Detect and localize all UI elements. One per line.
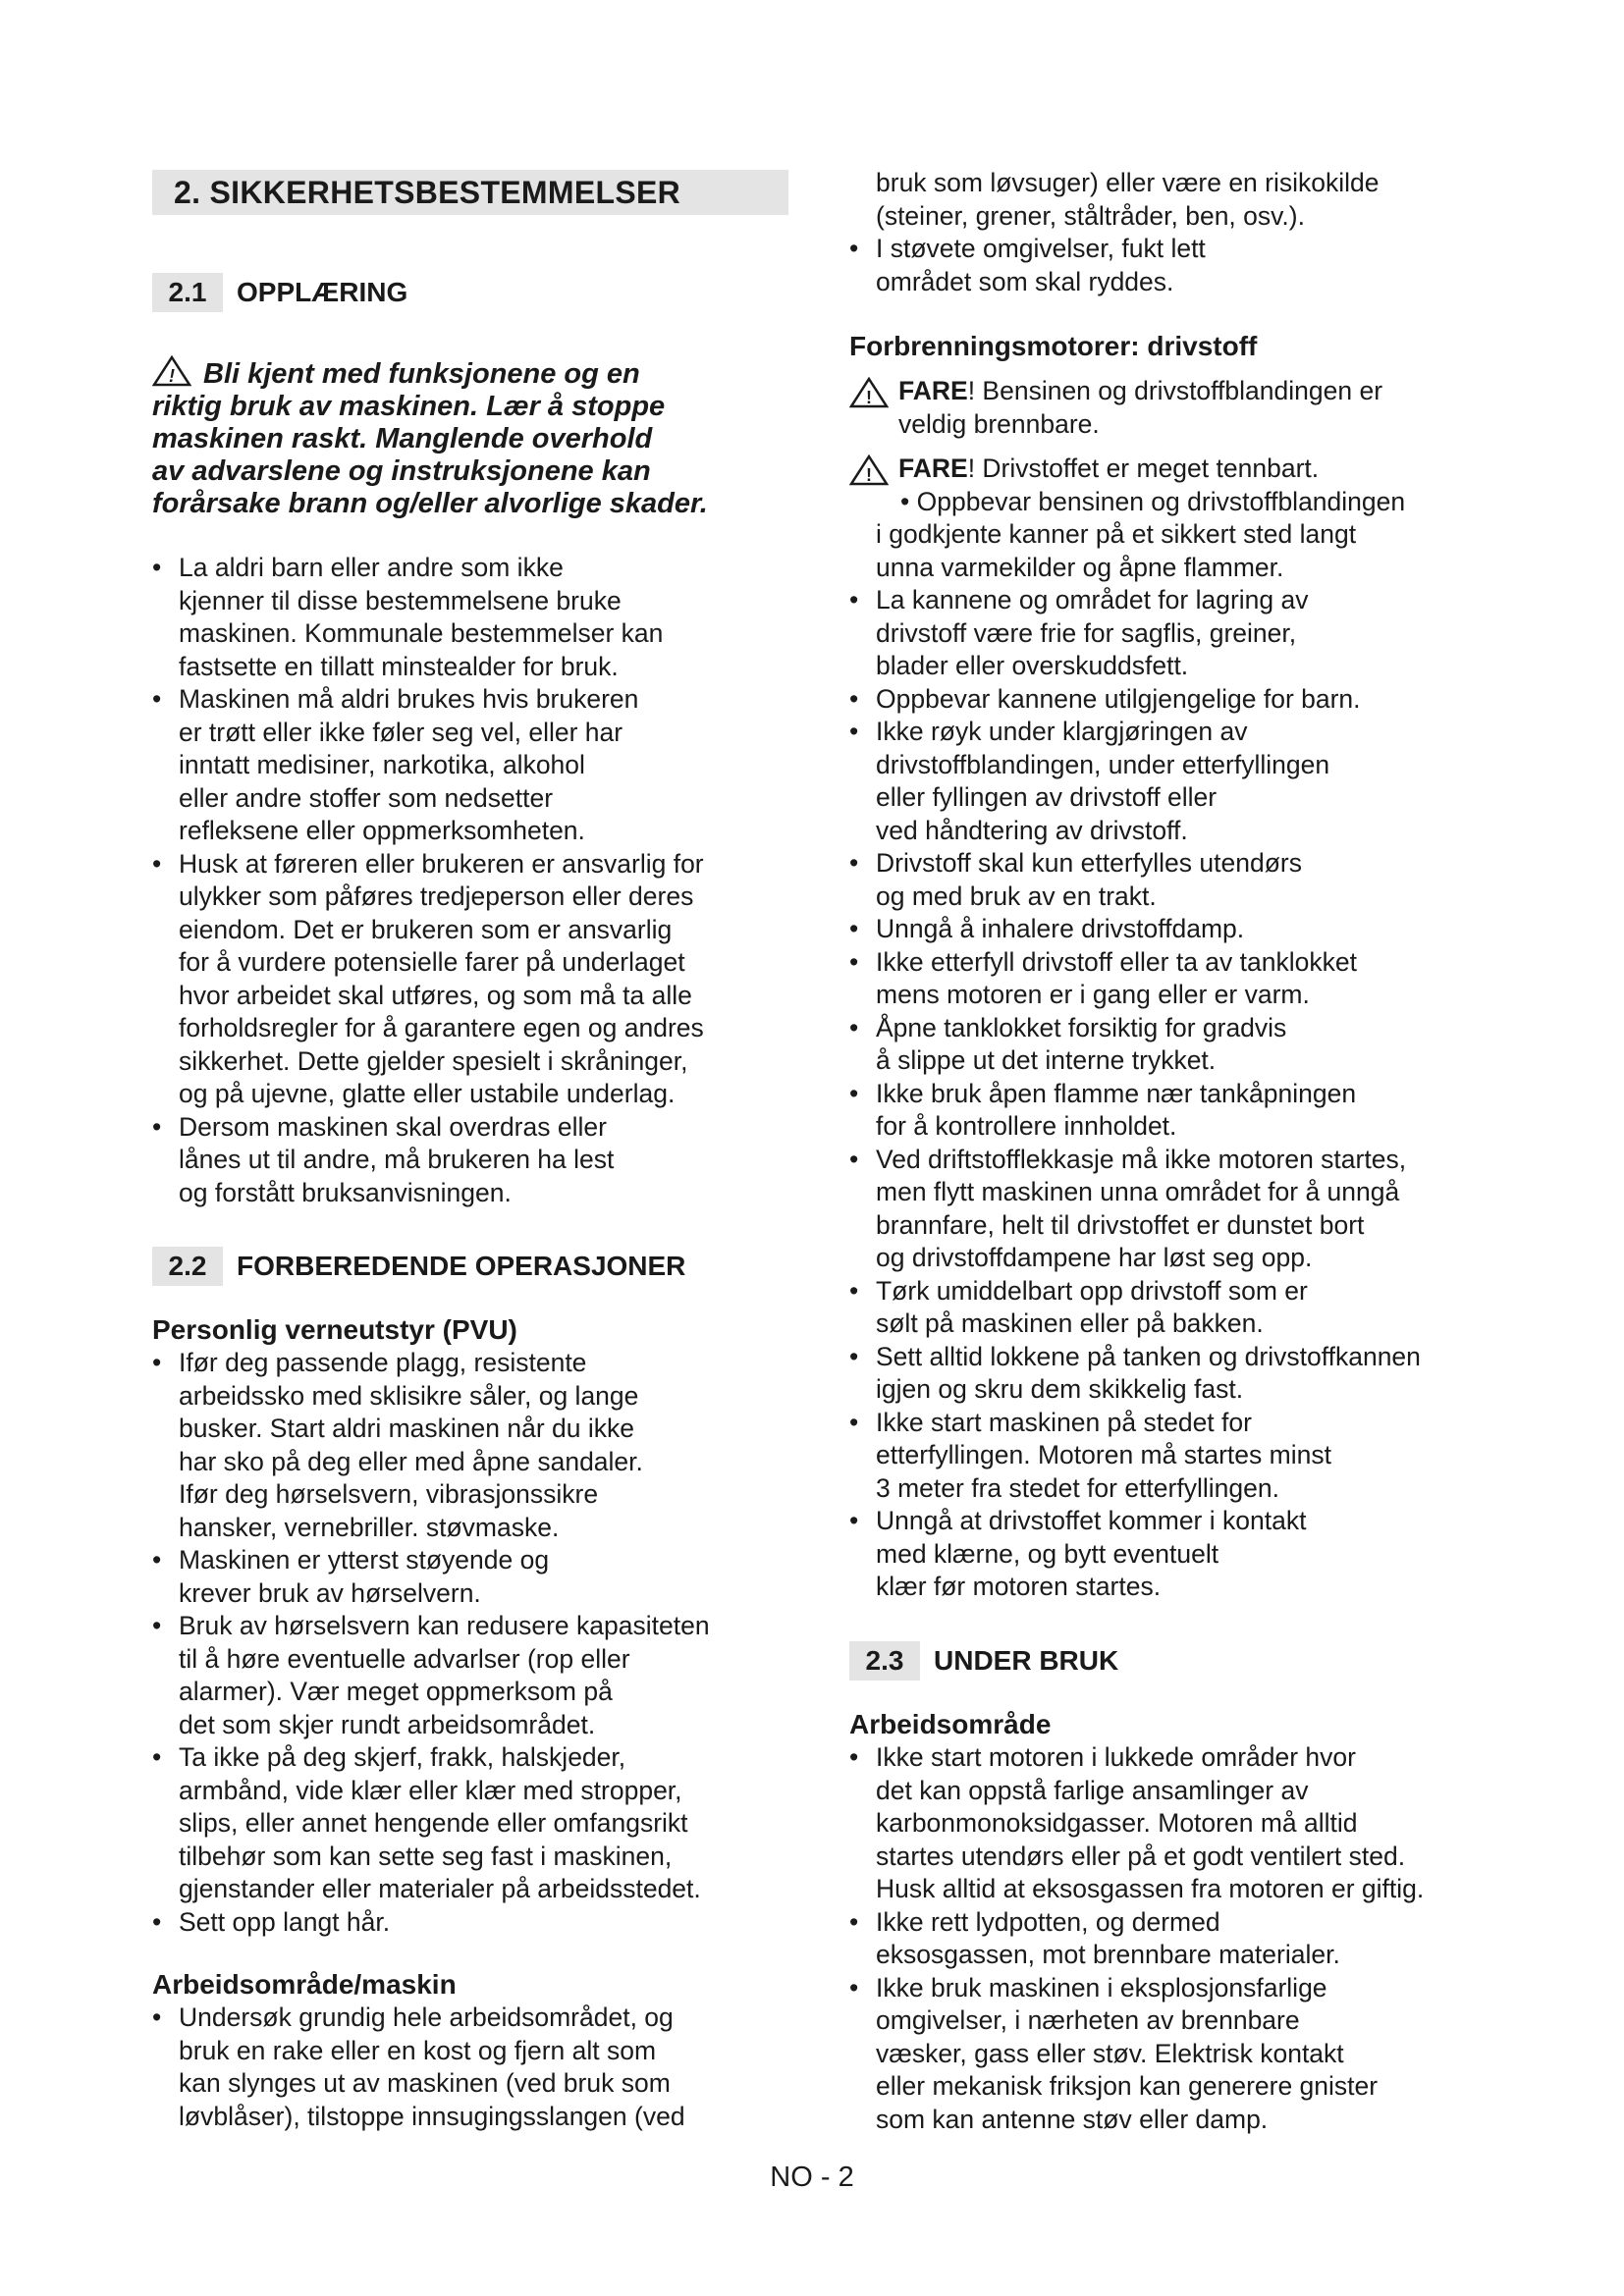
svg-text:!: ! [866, 465, 872, 485]
list-item: • Drivstoff skal kun etterfylles utendørs og med bruk av en trakt. [849, 847, 1497, 913]
section-title-text: SIKKERHETSBESTEMMELSER [209, 175, 681, 210]
list-item: • Maskinen er ytterst støyende og krever bruk av hørselvern. [152, 1544, 800, 1610]
list-item: • I støvete omgivelser, fukt lett området som skal ryddes. [849, 233, 1497, 298]
list-item: • Unngå at drivstoffet kommer i kontakt med klærne, og bytt eventuelt klær før motoren startes. [849, 1505, 1497, 1604]
svg-text:!: ! [866, 388, 872, 407]
s21-bullet-list [152, 552, 800, 1209]
list-item: • Husk at føreren eller brukeren er ansvarlig for ulykker som påføres tredjeperson eller deres eiendom. Det er brukeren som er ansvarlig for å vurdere potensielle farer på underlaget hvor arbeidet skal utføres, og som må ta alle forholdsregler for å garantere egen og andres sikkerhet. Dette gjelder spesielt i skråninger, og på ujevne, glatte eller ustabile underlag. [152, 848, 800, 1111]
warning-line: maskinen raskt. Manglende overhold [152, 423, 653, 454]
subsection-2-1-heading [152, 273, 407, 312]
list-item: • Ikke start maskinen på stedet for etterfyllingen. Motoren må startes minst 3 meter fra stedet for etterfyllingen. [849, 1407, 1497, 1506]
subsection-title: UNDER BRUK [934, 1645, 1119, 1676]
fare-warning-1: ! FARE! Bensinen og drivstoffblandingen er veldig brennbare. [849, 375, 1497, 441]
work-area-heading: Arbeidsområde [849, 1709, 1052, 1739]
under-use-block [849, 1708, 1497, 2136]
section-title [152, 170, 788, 215]
area-machine-block [152, 1968, 800, 2133]
list-item: • La aldri barn eller andre som ikke kjenner til disse bestemmelsene bruke maskinen. Kommunale bestemmelser kan fastsette en tillatt minstealder for bruk. [152, 552, 800, 683]
fare-warning-2: ! FARE! Drivstoffet er meget tennbart. • Oppbevar bensinen og drivstoffblandingen [849, 453, 1497, 518]
list-item: • Sett opp langt hår. [152, 1906, 800, 1940]
fuel-bullet-list [849, 584, 1497, 1604]
subsection-number: 2.1 [152, 273, 223, 312]
list-item: • Oppbevar kannene utilgjengelige for barn. [849, 683, 1497, 717]
list-item: • Ikke rett lydpotten, og dermed eksosgassen, mot brennbare materialer. [849, 1906, 1497, 1972]
pvu-block [152, 1313, 800, 1939]
list-item: • Bruk av hørselsvern kan redusere kapasiteten til å høre eventuelle advarlser (rop eller alarmer). Vær meget oppmerksom på det som skjer rundt arbeidsområdet. [152, 1610, 800, 1741]
list-item: • Tørk umiddelbart opp drivstoff som er sølt på maskinen eller på bakken. [849, 1275, 1497, 1341]
subsection-2-2-heading [152, 1247, 685, 1286]
list-item: • Åpne tanklokket forsiktig for gradvis å slippe ut det interne trykket. [849, 1012, 1497, 1078]
page-number: NO - 2 [770, 2162, 854, 2193]
list-item: • Ifør deg passende plagg, resistente arbeidssko med sklisikre såler, og lange busker. Start aldri maskinen når du ikke har sko på deg eller med åpne sandaler. Ifør deg hørselsvern, vibrasjonssikre hansker, vernebriller. støvmaske. [152, 1347, 800, 1544]
list-item: • Undersøk grundig hele arbeidsområdet, og bruk en rake eller en kost og fjern alt som kan slynges ut av maskinen (ved bruk som løvblåser), tilstoppe innsugingsslangen (ved [152, 2002, 800, 2133]
list-item: • Ikke start motoren i lukkede områder hvor det kan oppstå farlige ansamlinger av karbonmonoksidgasser. Motoren må alltid startes utendørs eller på et godt ventilert sted. Husk alltid at eksosgassen fra motoren er giftig. [849, 1741, 1497, 1906]
list-item: • Ikke etterfyll drivstoff eller ta av tanklokket mens motoren er i gang eller er varm. [849, 946, 1497, 1012]
warning-triangle-icon [849, 454, 889, 486]
warning-intro [152, 355, 781, 520]
list-item: • Unngå å inhalere drivstoffdamp. [849, 913, 1497, 946]
warning-line: riktig bruk av maskinen. Lær å stoppe [152, 391, 666, 422]
list-item: • Dersom maskinen skal overdras eller lånes ut til andre, må brukeren ha lest og forstått bruksanvisningen. [152, 1111, 800, 1210]
pvu-heading: Personlig verneutstyr (PVU) [152, 1314, 517, 1345]
subsection-2-3-heading [849, 1641, 1118, 1681]
list-item: • Ikke røyk under klargjøringen av drivstoffblandingen, under etterfyllingen eller fyllingen av drivstoff eller ved håndtering av drivstoff. [849, 716, 1497, 847]
list-item: • Ved driftstofflekkasje må ikke motoren startes, men flytt maskinen unna området for å unngå brannfare, helt til drivstoffet er dunstet bort og drivstoffdampene har løst seg opp. [849, 1144, 1497, 1275]
warning-line: Bli kjent med funksjonene og en [203, 358, 640, 390]
area-bullet-list-2 [849, 233, 1497, 298]
subsection-number: 2.3 [849, 1641, 920, 1681]
list-item: • Maskinen må aldri brukes hvis brukeren er trøtt eller ikke føler seg vel, eller har inntatt medisiner, narkotika, alkohol eller andre stoffer som nedsetter refleksene eller oppmerksomheten. [152, 683, 800, 848]
fare-2-continued: i godkjente kanner på et sikkert sted langt unna varmekilder og åpne flammer. [876, 519, 1357, 582]
list-item: • Ikke bruk maskinen i eksplosjonsfarlige omgivelser, i nærheten av brennbare væsker, gass eller støv. Elektrisk kontakt eller mekanisk friksjon kan generere gnister som kan antenne støv eller damp. [849, 1972, 1497, 2137]
pvu-bullet-list [152, 1347, 800, 1939]
list-item: • Ta ikke på deg skjerf, frakk, halskjeder, armbånd, vide klær eller klær med stropper, slips, eller annet hengende eller omfangsrikt tilbehør som kan sette seg fast i maskinen, gjenstander eller materialer på arbeidsstedet. [152, 1741, 800, 1906]
warning-triangle-icon [152, 355, 191, 387]
fare-label: FARE [898, 376, 968, 405]
warning-line: forårsake brann og/eller alvorlige skader. [152, 488, 708, 519]
svg-text:!: ! [169, 366, 175, 386]
list-item: • La kannene og området for lagring av drivstoff være frie for sagflis, greiner, blader eller overskuddsfett. [849, 584, 1497, 683]
warning-triangle-icon [849, 377, 889, 408]
section-number: 2. [174, 175, 201, 210]
area-machine-heading: Arbeidsområde/maskin [152, 1969, 457, 2000]
subsection-title: OPPLÆRING [237, 277, 408, 307]
s21-bullets-block [152, 552, 800, 1209]
list-item: • Ikke bruk åpen flamme nær tankåpningen for å kontrollere innholdet. [849, 1078, 1497, 1144]
subsection-title: FORBEREDENDE OPERASJONER [237, 1251, 686, 1281]
subsection-number: 2.2 [152, 1247, 223, 1286]
area-bullet-continued: bruk som løvsuger) eller være en risikokilde (steiner, grener, ståltråder, ben, osv.). [876, 168, 1380, 231]
fare-label: FARE [898, 454, 968, 483]
warning-line: av advarslene og instruksjonene kan [152, 455, 651, 487]
under-use-bullet-list [849, 1741, 1497, 2136]
list-item: • Sett alltid lokkene på tanken og drivstoffkannen igjen og skru dem skikkelig fast. [849, 1341, 1497, 1407]
right-column-top [849, 167, 1497, 298]
area-bullet-list [152, 2002, 800, 2133]
fuel-block [849, 330, 1497, 1604]
fuel-heading: Forbrenningsmotorer: drivstoff [849, 331, 1258, 361]
